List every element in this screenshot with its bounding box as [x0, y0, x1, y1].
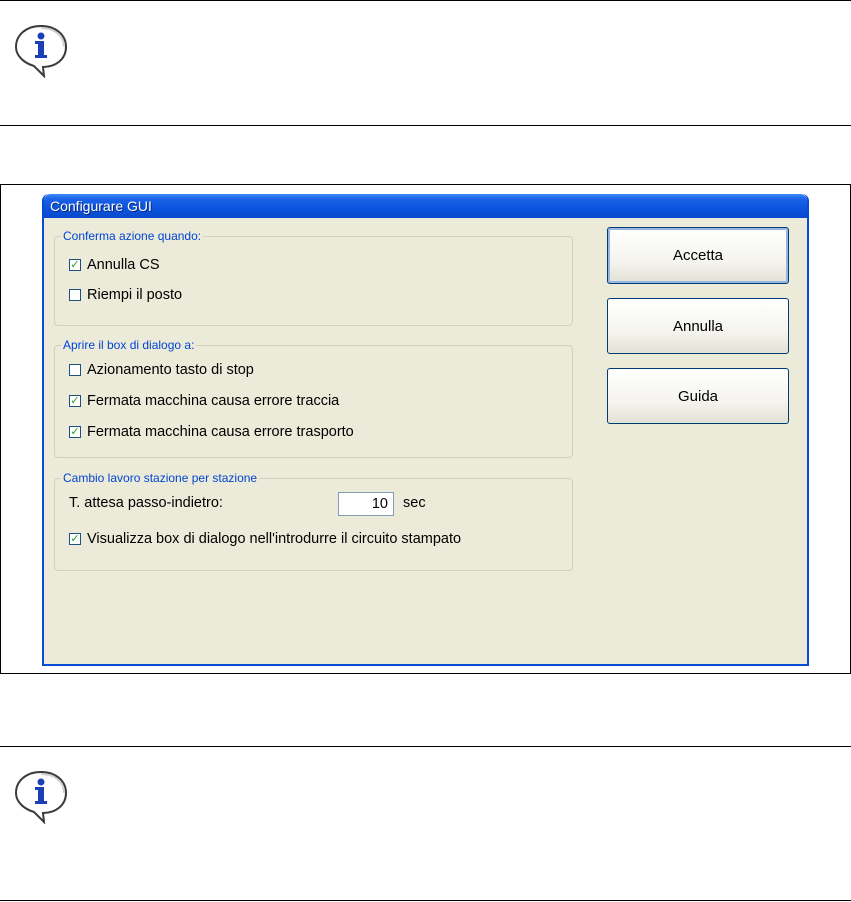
checkbox-label: Fermata macchina causa errore trasporto [87, 424, 354, 440]
checkbox-label: Annulla CS [87, 257, 160, 273]
info-icon [12, 768, 70, 824]
checkbox-label: Visualizza box di dialogo nell'introdurre il circuito stampato [87, 531, 462, 547]
bottom-rule [0, 900, 851, 901]
configure-gui-dialog [42, 194, 809, 666]
info-icon [12, 22, 70, 78]
checkbox-box[interactable]: ✓ [70, 394, 80, 407]
dialog-titlebar[interactable] [44, 194, 807, 218]
checkbox-box[interactable]: ✓ [70, 532, 80, 545]
checkbox-box[interactable]: ✓ [70, 425, 80, 438]
checkbox-transport-error[interactable] [69, 424, 354, 440]
checkbox-stop-key[interactable] [69, 362, 254, 378]
checkbox-box[interactable] [69, 289, 81, 301]
checkbox-show-pcb-dialog[interactable] [69, 531, 461, 547]
open-dialog-legend: Aprire il box di dialogo a: [63, 338, 195, 352]
checkbox-label: Fermata macchina causa errore traccia [87, 393, 340, 409]
checkbox-box[interactable]: ✓ [70, 258, 80, 271]
checkbox-track-error[interactable] [69, 393, 339, 409]
station-change-legend: Cambio lavoro stazione per stazione [63, 471, 258, 485]
wait-time-label [69, 495, 223, 511]
checkbox-box[interactable] [69, 364, 81, 376]
top-rule [0, 0, 851, 1]
checkbox-label: Azionamento tasto di stop [87, 362, 254, 378]
wait-time-input[interactable]: 10 [338, 492, 394, 516]
dialog-title: Configurare GUI [50, 198, 152, 214]
help-button[interactable]: Guida [607, 368, 789, 424]
checkbox-annulla-cs[interactable] [69, 257, 160, 273]
wait-unit-text: sec [403, 495, 426, 511]
cancel-button[interactable]: Annulla [607, 298, 789, 354]
accept-button[interactable]: Accetta [607, 227, 789, 284]
confirm-action-group [54, 229, 573, 326]
bottom-note-top-rule [0, 746, 851, 747]
wait-time-text: T. attesa passo-indietro: [69, 495, 223, 511]
checkbox-riempi-posto[interactable] [69, 287, 182, 303]
station-change-group [54, 471, 573, 571]
confirm-action-legend: Conferma azione quando: [63, 229, 202, 243]
wait-time-unit [403, 495, 426, 511]
top-note-rule [0, 125, 851, 126]
checkbox-label: Riempi il posto [87, 287, 183, 303]
